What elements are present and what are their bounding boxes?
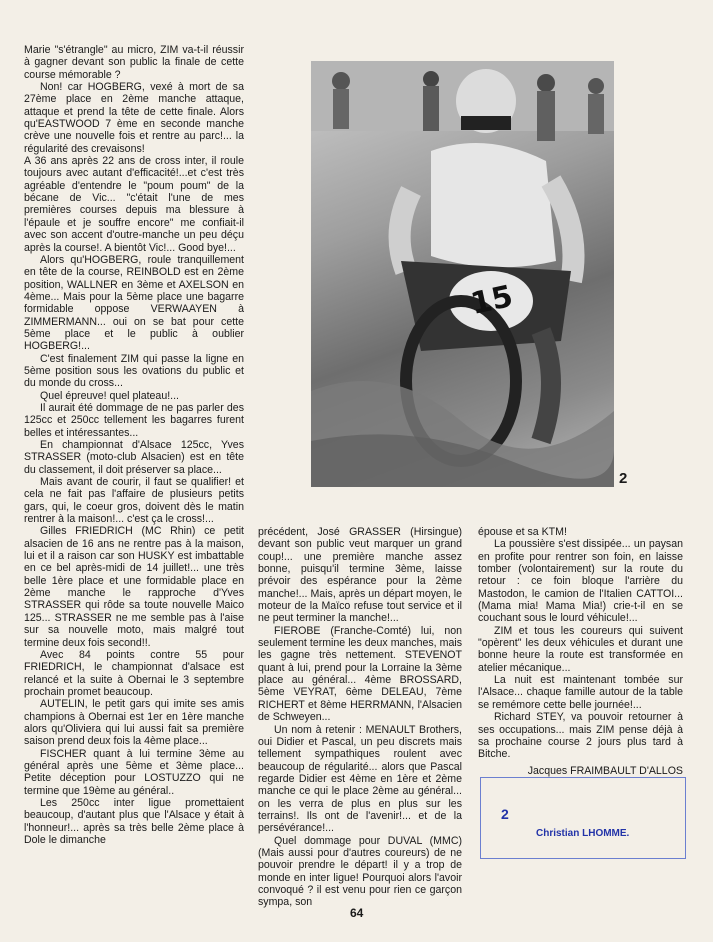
paragraph: Gilles FRIEDRICH (MC Rhin) ce petit alsacien de 16 ans ne rentre pas à la maison, lui et il a raison car son HUSKY est imbattable en ce bel après-midi de 14 juillet!... une très belle 1ère place et une formidable place en 2ème manche le rapproche d'Yves STRASSER qui rôde sa toute nouvelle Maico 125... STRASSER ne me semble pas à l'aise sur sa nouvelle moto, mais malgré tout termine deux fois second!!.: [24, 525, 244, 649]
photo-number: 2: [619, 470, 628, 487]
paragraph: Alors qu'HOGBERG, roule tranquillement en tête de la course, REINBOLD est en 2ème position, WALLNER en 3ème et AXELSON en 4ème... Mais pour la 5ème place une bagarre formidable oppose VERWAAYEN à ZIMMERMANN... oui on se bat pour cette 5ème place et le public à oublier HOGBERG!...: [24, 253, 244, 353]
photo-illustration: [311, 61, 614, 487]
paragraph: précédent, José GRASSER (Hirsingue) devant son public veut marquer un grand coup!... une première manche assez bonne, puisqu'il termine 3ème, laisse prévoir des espérance pour la 2ème manche!... Mais, après un départ moyen, le moteur de la Maïco refuse tout service et il ne peut terminer la manche!...: [258, 526, 462, 625]
paragraph: En championnat d'Alsace 125cc, Yves STRASSER (moto-club Alsacien) est en tête du classement, il doit préserver sa place...: [24, 439, 244, 476]
paragraph: A 36 ans après 22 ans de cross inter, il roule toujours avec autant d'efficacité!...et c'est très agréable d'entendre le "poum poum" de la bécane de Vic... "c'était l'une de mes premières courses depuis ma blessure à l'épaule et je souffre encore" me confiait-il avec son accent d'outre-manche un peu déçu après la course!. A bientôt Vic!... Good bye!...: [24, 155, 244, 254]
photographer-credit: Christian LHOMME.: [536, 828, 630, 839]
article-author: Jacques FRAIMBAULT D'ALLOS: [527, 764, 683, 777]
paragraph: Il aurait été dommage de ne pas parler des 125cc et 250cc tellement les bagarres furent belles et intéressantes...: [24, 401, 244, 439]
text-column-2: [258, 526, 462, 909]
paragraph: Mais avant de courir, il faut se qualifier! et cela ne fait pas l'affaire de plusieurs petits gars, qui, le coeur gros, doivent dès le matin rentrer à la maison!... c'est ça le cross!...: [24, 476, 244, 526]
paragraph: La nuit est maintenant tombée sur l'Alsace... chaque famille autour de la table se remémore cette belle journée!...: [478, 674, 683, 711]
motocross-photo: [311, 61, 614, 487]
paragraph: épouse et sa KTM!: [478, 526, 567, 538]
caption-number: 2: [501, 806, 509, 822]
paragraph: Quel épreuve! quel plateau!...: [40, 389, 179, 402]
paragraph: Richard STEY, va pouvoir retourner à ses occupations... mais ZIM pense déjà à sa prochaine course 2 jours plus tard à Bitche.: [478, 711, 683, 761]
text-column-1: [24, 44, 244, 919]
paragraph: AUTELIN, le petit gars qui imite ses amis champions à Obernai est 1er en 1ère manche alors qu'Oliviera qui lui aussi fait sa première saison prend deux fois la 4ème place...: [24, 698, 244, 748]
paragraph: La poussière s'est dissipée... un paysan en profite pour rentrer son foin, en laisse tomber (volontairement) sur la route du retour : ce foin bloque l'arrière du Mastodon, le camion de l'Italien CATTOI... (Mama mia! Mama Mia!) crie-t-il en se couchant sous le lourd véhicule!...: [478, 538, 683, 625]
paragraph: Les 250cc inter ligue promettaient beaucoup, d'autant plus que l'Alsace y était à l'honneur!... après sa très belle 2ème place à Dole le dimanche: [24, 796, 244, 846]
page-number: 64: [350, 906, 364, 920]
paragraph: FIEROBE (Franche-Comté) lui, non seulement termine les deux manches, mais les gagne très nettement. STEVENOT quant à lui, prend pour la Lorraine la 3ème place au général... 4ème BROSSARD, 5ème VEYRAT, 6ème DELEAU, 7ème RICHERT et 8ème HERRMANN, l'Alsacien de Schweyen...: [258, 624, 462, 724]
text-column-3: [478, 526, 683, 776]
paragraph: FISCHER quant à lui termine 3ème au général après une 5ème et 3ème place... Petite déception pour LOSTUZZO qui ne termine que 19ème au général..: [24, 747, 244, 797]
paragraph: Quel dommage pour DUVAL (MMC) (Mais aussi pour d'autres coureurs) de ne pouvoir prendre le départ! il y a trop de monde en inter ligue! Pourquoi alors l'avoir convoqué ? il est venu pour rien ce garçon sympa, son: [258, 834, 462, 909]
paragraph: Marie "s'étrangle" au micro, ZIM va-t-il réussir à gagner devant son public la finale de cette course mémorable ?: [24, 44, 244, 81]
paragraph: C'est finalement ZIM qui passe la ligne en 5ème position sous les ovations du public et du monde du cross...: [24, 352, 244, 390]
rider-number-plate: 15: [467, 279, 516, 322]
paragraph: Un nom à retenir : MENAULT Brothers, oui Didier et Pascal, un peu discrets mais tellement sympathiques roulent avec beaucoup de régularité... alors que Pascal regarde Didier est 4ème en 1ère et 2ème manche ce qui le place 2ème au général... on les verra de plus en plus sur les terrains!. Ils ont de l'avenir!... et de la persévérance!...: [258, 723, 462, 835]
photo-caption-box: [480, 777, 686, 859]
paragraph: ZIM et tous les coureurs qui suivent "opèrent" les deux véhicules et durant une bonne heure la route est transformée en atelier mécanique...: [478, 624, 683, 674]
paragraph: Avec 84 points contre 55 pour FRIEDRICH, le championnat d'alsace est relancé et la suite à Obernai le 3 septembre prochain promet beaucoup.: [24, 648, 244, 698]
paragraph: Non! car HOGBERG, vexé à mort de sa 27ème place en 2ème manche attaque, attaque et prend la tête de cette finale. Alors qu'EASTWOOD 7 ème en seconde manche crève une nouvelle fois et rentre au parc!... la régularité des crevaisons!: [24, 81, 244, 155]
